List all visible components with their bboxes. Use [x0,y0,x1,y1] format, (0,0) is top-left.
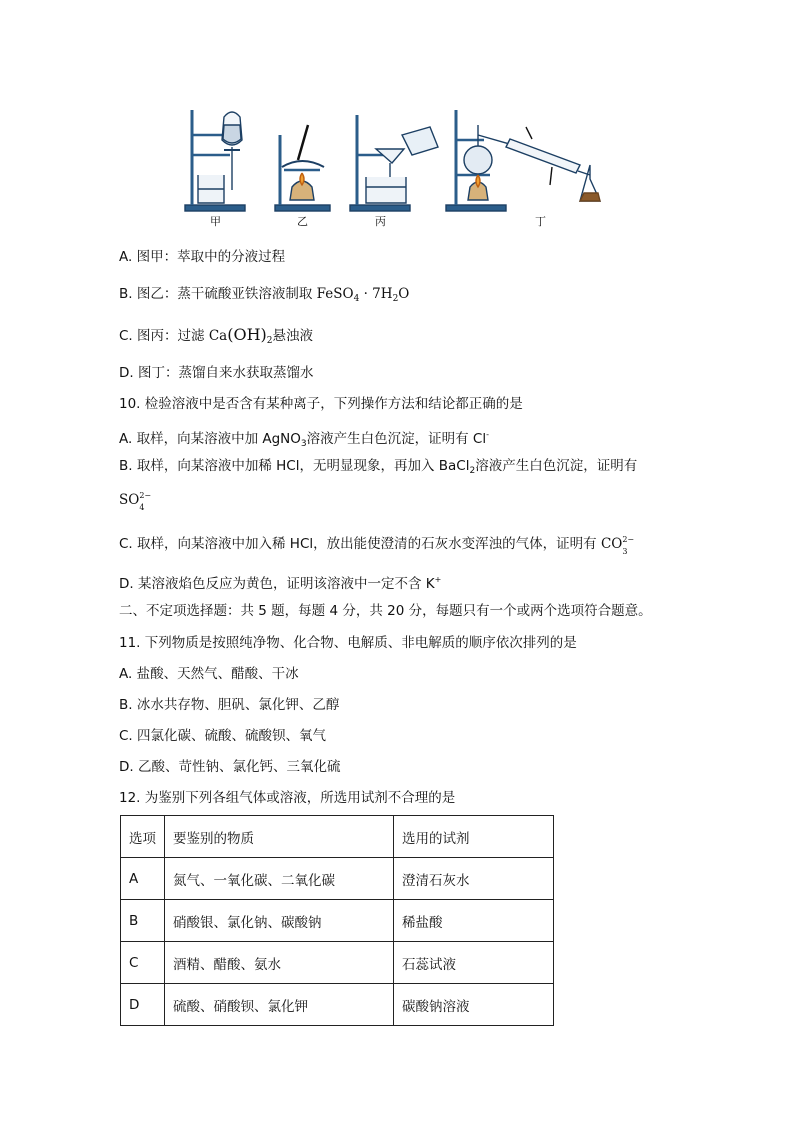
table-row [121,900,554,942]
q10-option-d: D. 某溶液焰色反应为黄色，证明该溶液中一定不含 K+ [119,575,442,592]
q11-option-b: B. 冰水共存物、胆矾、氯化钾、乙醇 [119,697,340,713]
q10-option-a: A. 取样，向某溶液中加 AgNO$_3$溶液产生白色沉淀，证明有 Cl- [119,430,489,449]
q9-option-b: B. 图乙：蒸干硫酸亚铁溶液制取 FeSO$_4$ · $7H_2O$ [119,286,410,304]
q9-option-d: D. 图丁：蒸馏自来水获取蒸馏水 [119,365,314,381]
q11-stem: 11. 下列物质是按照纯净物、化合物、电解质、非电解质的顺序依次排列的是 [119,635,577,651]
separatory-funnel-apparatus [185,110,245,211]
section-heading: 二、不定项选择题：共 5 题，每题 4 分，共 20 分，每题只有一个或两个选项符合题意。 [119,603,652,619]
table-cell: 稀盐酸 [394,900,554,942]
q10-option-b: B. 取样，向某溶液中加稀 HCl，无明显现象，再加入 BaCl$_2$溶液产生白色沉淀，证明有 [119,458,638,476]
q11-option-c: C. 四氯化碳、硫酸、硫酸钡、氧气 [119,728,327,744]
q12-stem: 12. 为鉴别下列各组气体或溶液，所选用试剂不合理的是 [119,790,456,806]
q10-option-c: C. 取样，向某溶液中加入稀 HCl，放出能使澄清的石灰水变浑浊的气体，证明有 CO 2− 3 [119,535,635,556]
table-cell: C [121,942,165,984]
figure-label-ding: 丁 [535,215,546,228]
filtration-apparatus [350,115,438,211]
table-row [121,984,554,1026]
table-cell: 碳酸钠溶液 [394,984,554,1026]
table-cell: B [121,900,165,942]
q10-option-b-ion: SO 2− 4 [119,491,152,512]
q9-option-a: A. 图甲：萃取中的分液过程 [119,249,286,265]
table-cell: D [121,984,165,1026]
table-header-cell: 要鉴别的物质 [165,816,394,858]
table-cell: 石蕊试液 [394,942,554,984]
table-cell: 硝酸银、氯化钠、碳酸钠 [165,900,394,942]
q11-option-a: A. 盐酸、天然气、醋酸、干冰 [119,666,299,682]
table-header-cell: 选项 [121,816,165,858]
table-cell: 氮气、一氧化碳、二氧化碳 [165,858,394,900]
q9-option-c: C. 图丙：过滤 $Ca(OH)_2$悬浊液 [119,325,313,346]
table-header-row [121,816,554,858]
q10-stem: 10. 检验溶液中是否含有某种离子，下列操作方法和结论都正确的是 [119,396,523,412]
figure-label-yi: 乙 [297,215,308,228]
figure-label-bing: 丙 [375,215,386,228]
table-cell: 硫酸、硝酸钡、氯化钾 [165,984,394,1026]
q11-option-d: D. 乙酸、苛性钠、氯化钙、三氧化硫 [119,759,341,775]
reagent-table [120,815,554,1026]
table-row [121,942,554,984]
table-cell: 澄清石灰水 [394,858,554,900]
table-header-cell: 选用的试剂 [394,816,554,858]
evaporation-apparatus [275,125,330,211]
table-row [121,858,554,900]
table-cell: 酒精、醋酸、氨水 [165,942,394,984]
apparatus-figure [180,105,620,230]
distillation-apparatus [446,110,600,211]
figure-label-jia: 甲 [210,215,221,228]
table-cell: A [121,858,165,900]
